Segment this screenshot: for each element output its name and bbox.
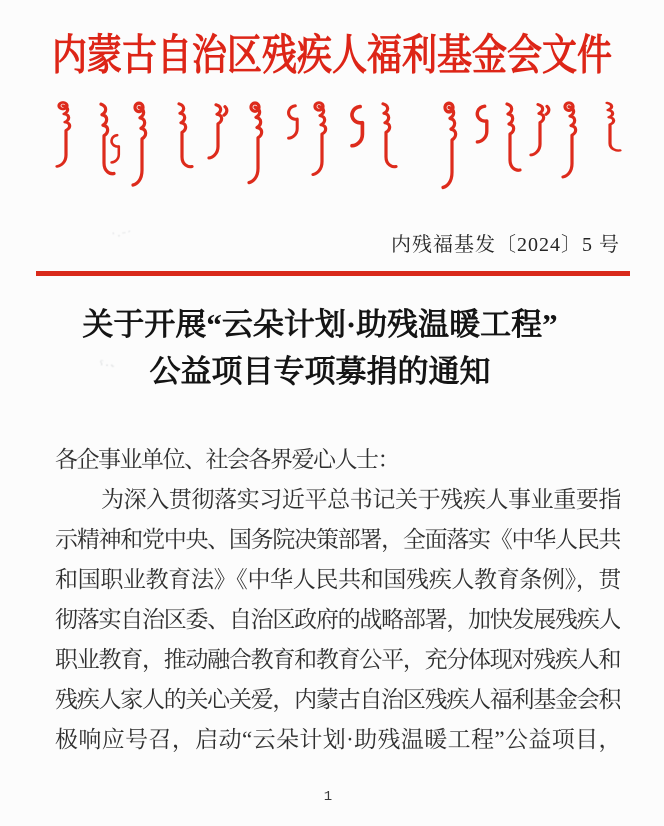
scan-artifact: ᾽·¨ˊ bbox=[111, 229, 134, 244]
mongolian-script-icon bbox=[30, 98, 634, 192]
letterhead-org-title: 内蒙古自治区残疾人福利基金会文件 bbox=[51, 31, 612, 80]
scan-artifact: ˁ·˞ bbox=[99, 357, 118, 373]
page-number: 1 bbox=[323, 789, 333, 805]
red-separator-rule bbox=[36, 271, 630, 276]
salutation-line: 各企事业单位、社会各界爱心人士： bbox=[55, 447, 399, 472]
doc-number: 内残福基发〔2024〕5 号 bbox=[391, 234, 620, 256]
document-title-line1: 关于开展“云朵计划·助残温暖工程” bbox=[82, 307, 558, 342]
body-line: 为深入贯彻落实习近平总书记关于残疾人事业重要指 bbox=[101, 487, 620, 512]
document-title-line2: 公益项目专项募捐的通知 bbox=[149, 354, 491, 389]
body-line: 极响应号召，启动“云朵计划·助残温暖工程”公益项目， bbox=[55, 727, 620, 752]
body-line: 残疾人家人的关心关爱，内蒙古自治区残疾人福利基金会积 bbox=[55, 687, 620, 712]
body-line: 和国职业教育法》《中华人民共和国残疾人教育条例》，贯 bbox=[55, 567, 620, 592]
body-line: 示精神和党中央、国务院决策部署，全面落实《中华人民共 bbox=[55, 527, 620, 552]
document-body bbox=[55, 440, 620, 760]
body-line: 彻落实自治区委、自治区政府的战略部署，加快发展残疾人 bbox=[55, 607, 620, 632]
body-line: 职业教育，推动融合教育和教育公平，充分体现对残疾人和 bbox=[55, 647, 620, 672]
document-title bbox=[0, 301, 652, 395]
